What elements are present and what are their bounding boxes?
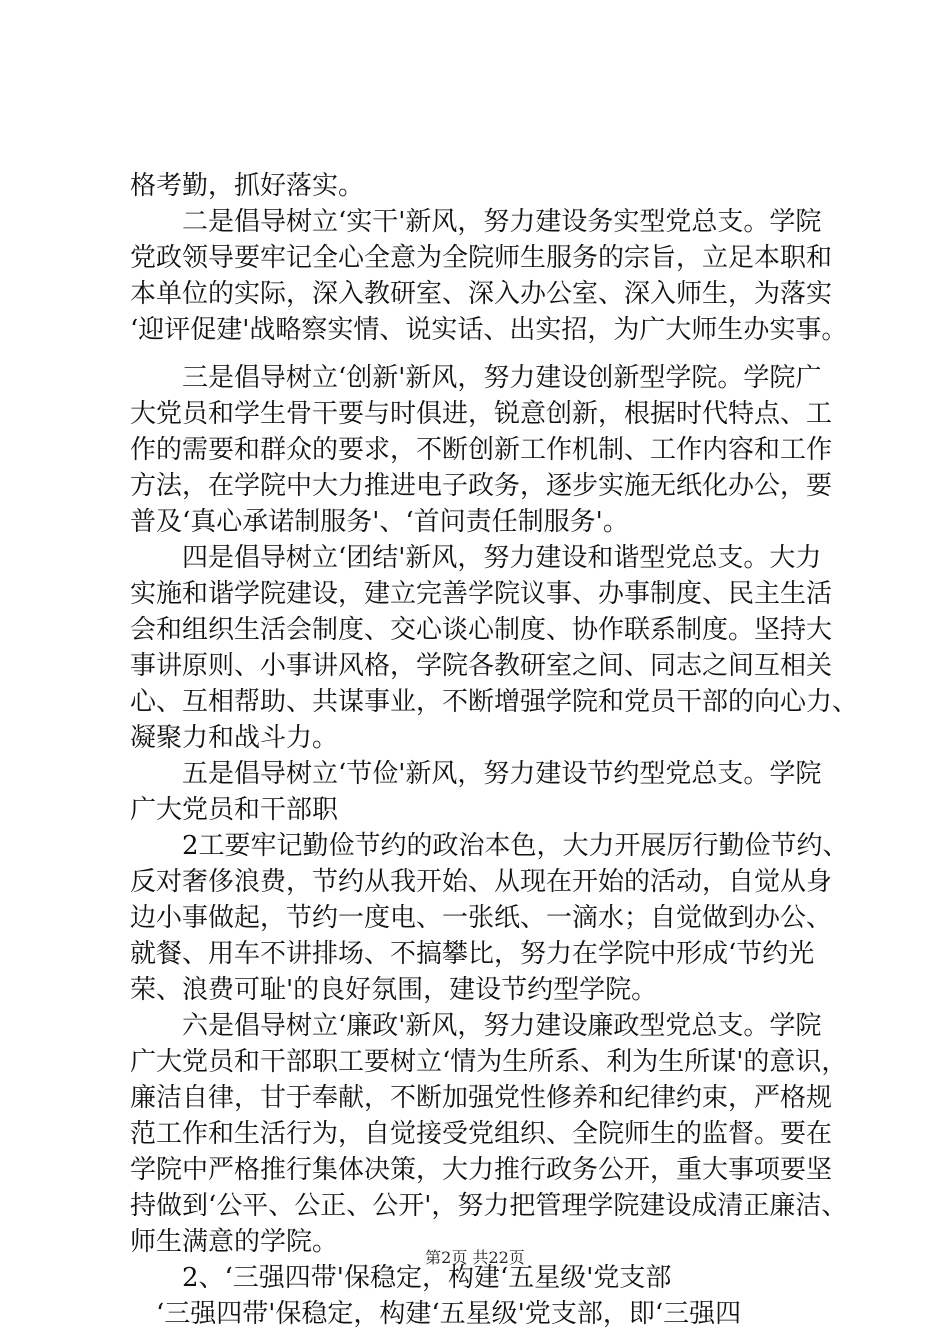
page-footer: 第2页 共22页 [425, 1248, 525, 1267]
text-line: 2工要牢记勤俭节约的政治本色，大力开展厉行勤俭节约、 [130, 831, 849, 861]
text-line: 五是倡导树立‘节俭'新风，努力建设节约型党总支。学院 [130, 759, 822, 789]
text-line: 广大党员和干部职工要树立‘情为生所系、利为生所谋'的意识， [130, 1047, 848, 1077]
text-line: 格考勤，抓好落实。 [130, 171, 365, 201]
text-line: 反对奢侈浪费，节约从我开始、从现在开始的活动，自觉从身 [130, 867, 833, 897]
text-line: 二是倡导树立‘实干'新风，努力建设务实型党总支。学院 [130, 207, 822, 237]
text-line: ‘迎评促建'战略察实情、说实话、出实招，为广大师生办实事。 [130, 315, 848, 345]
text-line: ‘三强四带'保稳定，构建‘五星级'党支部，即‘三强四 [130, 1299, 742, 1329]
text-line: 范工作和生活行为，自觉接受党组织、全院师生的监督。要在 [130, 1119, 833, 1149]
text-line: 党政领导要牢记全心全意为全院师生服务的宗旨，立足本职和 [130, 243, 833, 273]
text-line: 四是倡导树立‘团结'新风，努力建设和谐型党总支。大力 [130, 543, 822, 573]
text-line: 持做到‘公平、公正、公开'，努力把管理学院建设成清正廉洁、 [130, 1191, 848, 1221]
text-line: 边小事做起，节约一度电、一张纸、一滴水；自觉做到办公、 [130, 903, 833, 933]
text-line: 本单位的实际，深入教研室、深入办公室、深入师生，为落实 [130, 279, 833, 309]
text-line: 实施和谐学院建设，建立完善学院议事、办事制度、民主生活 [130, 579, 833, 609]
text-line: 大党员和学生骨干要与时俱进，锐意创新，根据时代特点、工 [130, 399, 833, 429]
text-line: 方法，在学院中大力推进电子政务，逐步实施无纸化办公，要 [130, 471, 833, 501]
text-line: 凝聚力和战斗力。 [130, 723, 339, 753]
text-line: 廉洁自律，甘于奉献，不断加强党性修养和纪律约束，严格规 [130, 1083, 833, 1113]
text-line: 会和组织生活会制度、交心谈心制度、协作联系制度。坚持大 [130, 615, 833, 645]
text-line: 2、‘三强四带'保稳定，构建‘五星级'党支部 [130, 1263, 672, 1293]
text-line: 就餐、用车不讲排场、不搞攀比，努力在学院中形成‘节约光 [130, 939, 815, 969]
text-line: 作的需要和群众的要求，不断创新工作机制、工作内容和工作 [130, 435, 833, 465]
text-line: 六是倡导树立‘廉政'新风，努力建设廉政型党总支。学院 [130, 1011, 822, 1041]
text-line: 广大党员和干部职 [130, 795, 339, 825]
text-line: 师生满意的学院。 [130, 1227, 339, 1257]
text-line: 普及‘真心承诺制服务'、‘首问责任制服务'。 [130, 507, 629, 537]
text-line: 荣、浪费可耻'的良好氛围，建设节约型学院。 [130, 975, 658, 1005]
text-line: 事讲原则、小事讲风格，学院各教研室之间、同志之间互相关 [130, 651, 833, 681]
text-line: 学院中严格推行集体决策，大力推行政务公开，重大事项要坚 [130, 1155, 833, 1185]
text-line: 三是倡导树立‘创新'新风，努力建设创新型学院。学院广 [130, 363, 822, 393]
text-line: 心、互相帮助、共谋事业，不断增强学院和党员干部的向心力、 [130, 687, 859, 717]
